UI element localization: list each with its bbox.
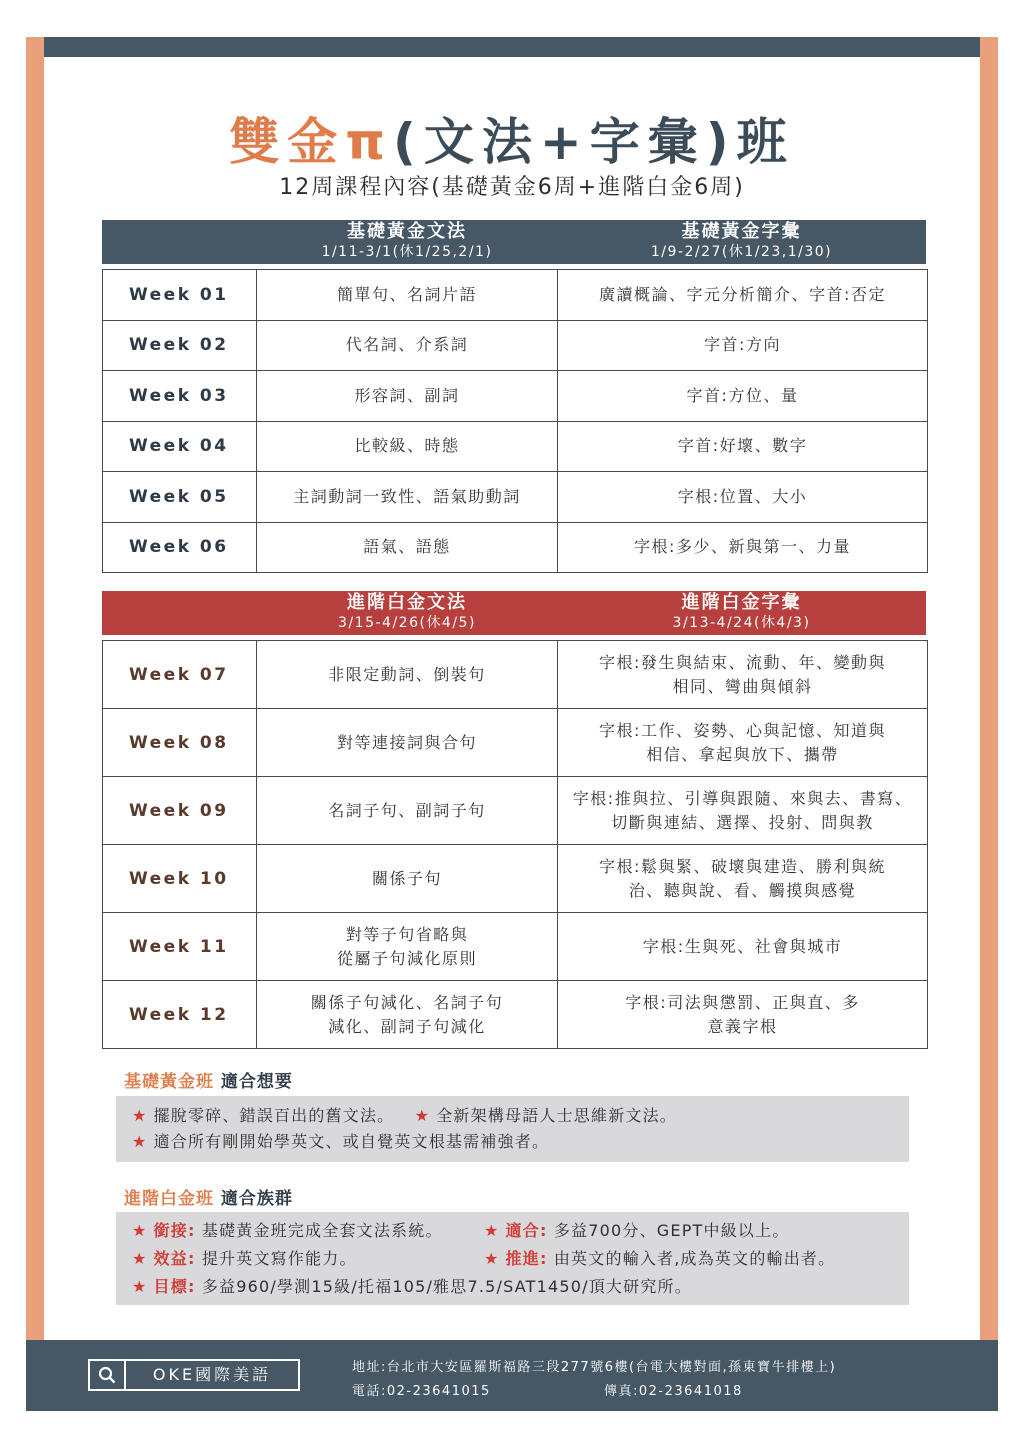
right-border <box>980 37 998 1411</box>
table-row <box>103 981 928 1049</box>
basic-vocab-header <box>557 220 926 264</box>
vocab-cell <box>558 777 928 845</box>
table-row <box>103 913 928 981</box>
basic-suitable-text-2: 適合所有剛開始學英文、或自覺英文根基需補強者。 <box>153 1132 550 1151</box>
basic-vocab-title: 基礎黃金字彙 <box>681 221 802 242</box>
cell-line: 名詞子句、副詞子句 <box>328 800 486 820</box>
advanced-suitable-label-lead: 進階白金班 <box>124 1189 214 1209</box>
basic-suitable-line-2 <box>132 1129 549 1155</box>
table-row <box>103 371 928 422</box>
vocab-cell <box>558 709 928 777</box>
grammar-cell <box>257 709 558 777</box>
left-border <box>26 37 44 1411</box>
advanced-vocab-title: 進階白金字彙 <box>681 592 802 613</box>
advanced-grammar-header <box>257 591 557 635</box>
table-row <box>103 641 928 709</box>
week-label: Week 01 <box>103 270 257 321</box>
cell-line: 關係子句 <box>371 868 442 888</box>
basic-header-band <box>102 220 926 264</box>
advanced-item-key: 目標: <box>153 1277 196 1296</box>
star-icon: ★ <box>484 1221 500 1240</box>
week-label: Week 11 <box>103 913 257 981</box>
footer-phone: 電話:02-23641015 <box>352 1384 491 1399</box>
advanced-item-text: 由英文的輸入者,成為英文的輸出者。 <box>553 1249 836 1268</box>
week-label: Week 05 <box>103 472 257 523</box>
title-rest: (文法+字彙)班 <box>392 113 795 171</box>
cell-line: 字根:司法與懲罰、正與直、多 <box>625 992 860 1012</box>
grammar-cell: 簡單句、名詞片語 <box>257 270 558 321</box>
vocab-cell: 字根:位置、大小 <box>558 472 928 523</box>
table-row <box>103 421 928 472</box>
title-accent: 雙金π <box>229 113 393 171</box>
star-icon: ★ <box>132 1249 148 1268</box>
vocab-cell <box>558 981 928 1049</box>
advanced-item-text: 提升英文寫作能力。 <box>201 1249 357 1268</box>
table-row <box>103 270 928 321</box>
week-label: Week 02 <box>103 320 257 371</box>
vocab-cell: 字首:方向 <box>558 320 928 371</box>
week-label: Week 03 <box>103 371 257 422</box>
grammar-cell: 語氣、語態 <box>257 522 558 573</box>
table-row <box>103 777 928 845</box>
week-label: Week 07 <box>103 641 257 709</box>
week-label: Week 06 <box>103 522 257 573</box>
advanced-schedule-table <box>102 640 928 1049</box>
cell-line: 對等子句省略與 <box>345 924 469 944</box>
grammar-cell <box>257 777 558 845</box>
cell-line: 字根:發生與結束、流動、年、變動與 <box>599 652 886 672</box>
cell-line: 意義字根 <box>707 1016 778 1036</box>
basic-vocab-date: 1/9-2/27(休1/23,1/30) <box>650 244 833 260</box>
cell-line: 相信、拿起與放下、攜帶 <box>646 744 839 764</box>
grammar-cell: 主詞動詞一致性、語氣助動詞 <box>257 472 558 523</box>
grammar-cell <box>257 913 558 981</box>
cell-line: 非限定動詞、倒裝句 <box>328 664 486 684</box>
basic-suitable-label <box>124 1067 293 1092</box>
star-icon: ★ <box>132 1132 148 1151</box>
advanced-item-key: 效益: <box>153 1249 196 1268</box>
vocab-cell <box>558 641 928 709</box>
vocab-cell <box>558 845 928 913</box>
advanced-grammar-date: 3/15-4/26(休4/5) <box>338 615 476 631</box>
advanced-header-band <box>102 591 926 635</box>
advanced-item-text: 多益960/學測15級/托福105/雅思7.5/SAT1450/頂大研究所。 <box>201 1277 692 1296</box>
vocab-cell <box>558 913 928 981</box>
vocab-cell: 字根:多少、新與第一、力量 <box>558 522 928 573</box>
star-icon: ★ <box>132 1277 148 1296</box>
advanced-suitable-label <box>124 1184 293 1209</box>
grammar-cell <box>257 845 558 913</box>
cell-line: 字根:生與死、社會與城市 <box>642 936 843 956</box>
basic-grammar-header <box>257 220 557 264</box>
basic-suitable-text-1a: 擺脫零碎、錯誤百出的舊文法。 <box>153 1106 395 1125</box>
cell-line: 減化、副詞子句減化 <box>328 1016 486 1036</box>
cell-line: 切斷與連結、選擇、投射、問與教 <box>611 812 874 832</box>
page-subtitle: 12周課程內容(基礎黃金6周+進階白金6周) <box>279 175 745 200</box>
cell-line: 治、聽與說、看、觸摸與感覺 <box>628 880 857 900</box>
week-label: Week 09 <box>103 777 257 845</box>
search-icon <box>90 1361 126 1389</box>
cell-line: 關係子句減化、名詞子句 <box>310 992 504 1012</box>
footer-address: 地址:台北市大安區羅斯福路三段277號6樓(台電大樓對面,孫東寶牛排樓上) <box>352 1360 837 1375</box>
page-title <box>0 102 1024 174</box>
advanced-vocab-date: 3/13-4/24(休4/3) <box>672 615 811 631</box>
table-row <box>103 472 928 523</box>
advanced-item-goal <box>132 1274 692 1297</box>
advanced-item-text: 基礎黃金班完成全套文法系統。 <box>201 1221 443 1240</box>
advanced-grammar-title: 進階白金文法 <box>347 592 467 613</box>
grammar-cell <box>257 641 558 709</box>
basic-schedule-body <box>103 270 928 573</box>
week-label: Week 12 <box>103 981 257 1049</box>
cell-line: 對等連接詞與合句 <box>336 732 477 752</box>
table-row <box>103 522 928 573</box>
advanced-schedule-body <box>103 641 928 1049</box>
grammar-cell: 代名詞、介系詞 <box>257 320 558 371</box>
advanced-item-key: 銜接: <box>153 1221 196 1240</box>
advanced-item-key: 適合: <box>505 1221 548 1240</box>
week-label: Week 04 <box>103 421 257 472</box>
vocab-cell: 字首:好壞、數字 <box>558 421 928 472</box>
advanced-suitable-box <box>116 1212 909 1305</box>
basic-suitable-text-1b: 全新架構母語人士思維新文法。 <box>436 1106 678 1125</box>
star-icon: ★ <box>484 1249 500 1268</box>
advanced-item-advance <box>484 1246 835 1269</box>
advanced-item-key: 推進: <box>505 1249 548 1268</box>
vocab-cell: 廣讀概論、字元分析簡介、字首:否定 <box>558 270 928 321</box>
top-border <box>26 37 998 57</box>
vocab-cell: 字首:方位、量 <box>558 371 928 422</box>
basic-schedule-table <box>102 269 928 573</box>
cell-line: 字根:推與拉、引導與跟隨、來與去、書寫、 <box>572 788 913 808</box>
cell-line: 字根:鬆與緊、破壞與建造、勝利與統 <box>599 856 886 876</box>
grammar-cell <box>257 981 558 1049</box>
advanced-vocab-header <box>557 591 926 635</box>
basic-suitable-box <box>116 1096 909 1162</box>
advanced-item-suitable <box>484 1218 790 1241</box>
table-row <box>103 320 928 371</box>
week-label: Week 08 <box>103 709 257 777</box>
basic-grammar-title: 基礎黃金文法 <box>347 221 467 242</box>
advanced-item-text: 多益700分、GEPT中級以上。 <box>553 1221 790 1240</box>
star-icon: ★ <box>414 1106 431 1125</box>
advanced-suitable-label-rest: 適合族群 <box>220 1189 293 1209</box>
basic-suitable-label-rest: 適合想要 <box>220 1072 293 1092</box>
footer-fax: 傳真:02-23641018 <box>604 1384 743 1399</box>
footer-bar <box>26 1340 998 1411</box>
table-row <box>103 709 928 777</box>
advanced-item-benefit <box>132 1246 357 1269</box>
table-row <box>103 845 928 913</box>
grammar-cell: 比較級、時態 <box>257 421 558 472</box>
star-icon: ★ <box>132 1106 148 1125</box>
basic-grammar-date: 1/11-3/1(休1/25,2/1) <box>321 244 493 260</box>
advanced-item-connect <box>132 1218 443 1241</box>
basic-suitable-line-1 <box>132 1103 677 1129</box>
grammar-cell: 形容詞、副詞 <box>257 371 558 422</box>
basic-suitable-label-lead: 基礎黃金班 <box>124 1072 214 1092</box>
week-label: Week 10 <box>103 845 257 913</box>
cell-line: 相同、彎曲與傾斜 <box>672 676 813 696</box>
star-icon: ★ <box>132 1221 148 1240</box>
cell-line: 字根:工作、姿勢、心與記憶、知道與 <box>599 720 886 740</box>
cell-line: 從屬子句減化原則 <box>336 948 477 968</box>
brand-name: OKE國際美語 <box>152 1365 272 1384</box>
brand-logo <box>88 1359 300 1391</box>
